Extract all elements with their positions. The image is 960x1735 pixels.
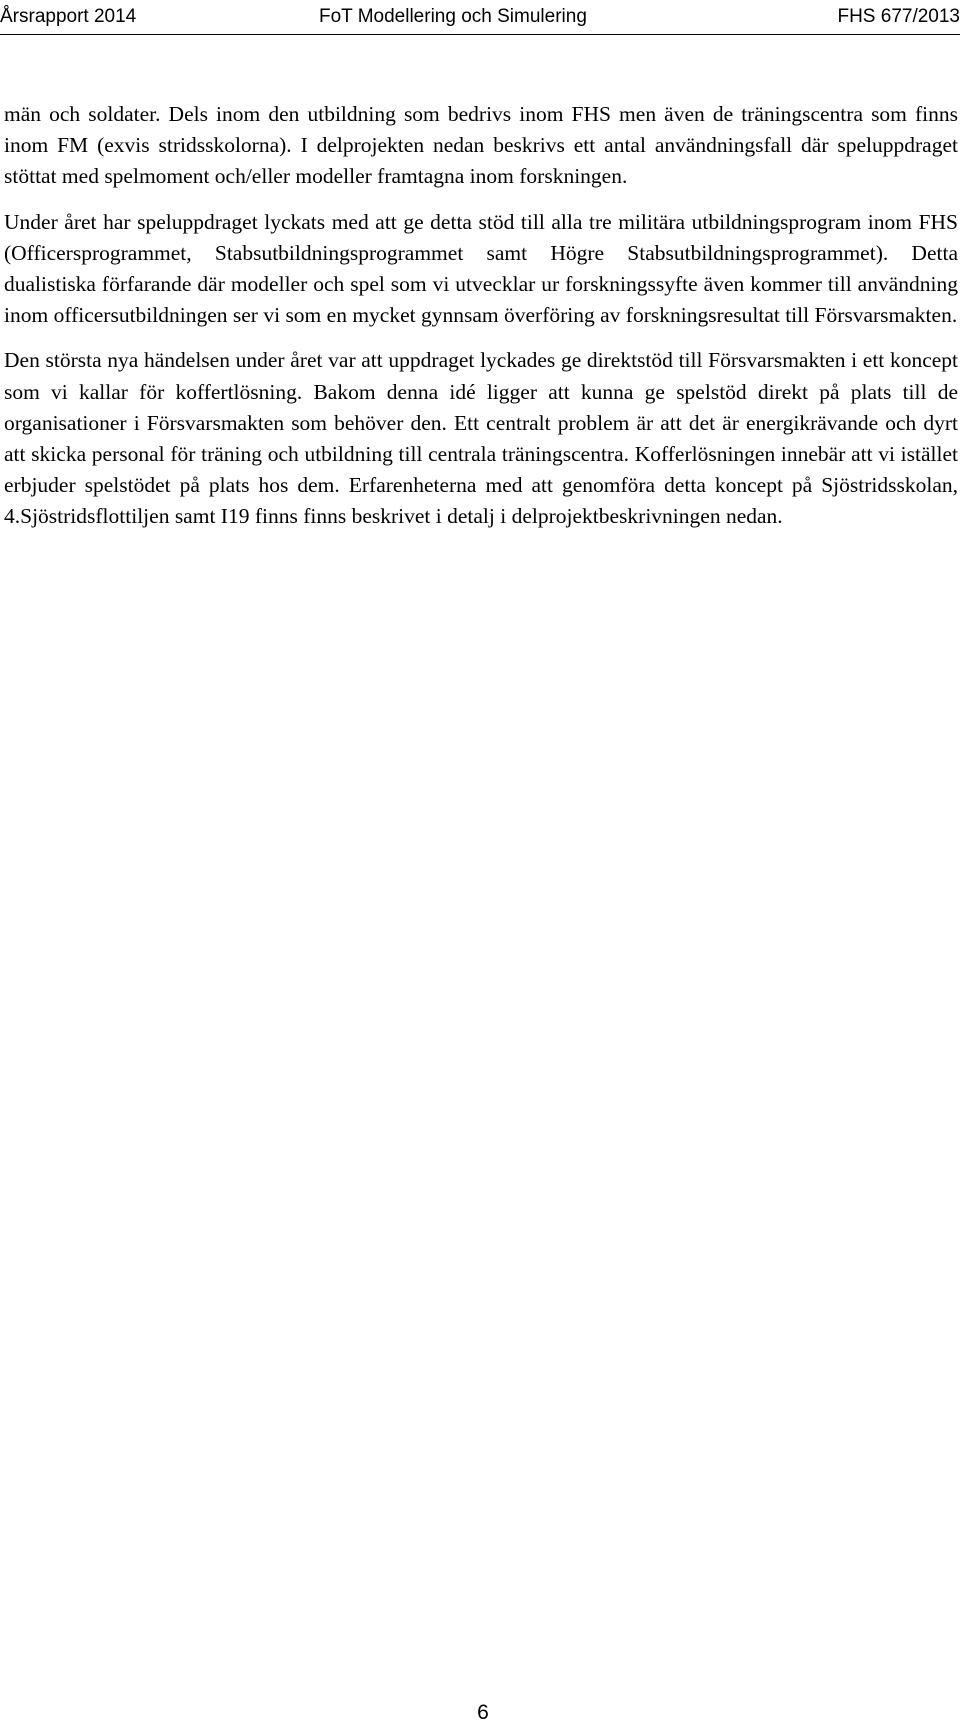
page-footer <box>0 1700 960 1726</box>
page-number: 6 <box>477 1701 489 1724</box>
paragraph-1: män och soldater. Dels inom den utbildning som bedrivs inom FHS men även de träningscentra som finns inom FM (exvis stridsskolorna). I delprojekten nedan beskrivs ett antal användningsfall där speluppdraget stöttat med spelmoment och/eller modeller framtagna inom forskningen. <box>4 102 958 189</box>
page-header <box>0 0 960 34</box>
paragraph-2: Under året har speluppdraget lyckats med att ge detta stöd till alla tre militära utbildningsprogram inom FHS (Officersprogrammet, Stabsutbildningsprogrammet samt Högre Stabsutbildningsprogrammet). Detta dualistiska förfarande där modeller och spel som vi utvecklar ur forskningssyfte även kommer till användning inom officersutbildningen ser vi som en mycket gynnsam överföring av forskningsresultat till Försvarsmakten. <box>4 209 958 328</box>
header-divider <box>0 34 960 35</box>
header-reference-number: FHS 677/2013 <box>837 6 960 27</box>
paragraph-3: Den största nya händelsen under året var att uppdraget lyckades ge direktstöd till Försvarsmakten i ett koncept som vi kallar för koffertlösning. Bakom denna idé ligger att kunna ge spelstöd direkt på plats till de organisationer i Försvarsmakten som behöver den. Ett centralt problem är att det är energikrävande och dyrt att skicka personal för träning och utbildning till centrala träningscentra. Kofferlösningen innebär att vi istället erbjuder spelstödet på plats hos dem. Erfarenheterna med att genomföra detta koncept på Sjöstridsskolan, 4.Sjöstridsflottiljen samt I19 finns finns beskrivet i detalj i delprojektbeskrivningen nedan. <box>4 348 958 529</box>
header-project-title: FoT Modellering och Simulering <box>319 6 587 27</box>
document-body <box>4 99 958 547</box>
header-report-title: Årsrapport 2014 <box>0 6 137 27</box>
